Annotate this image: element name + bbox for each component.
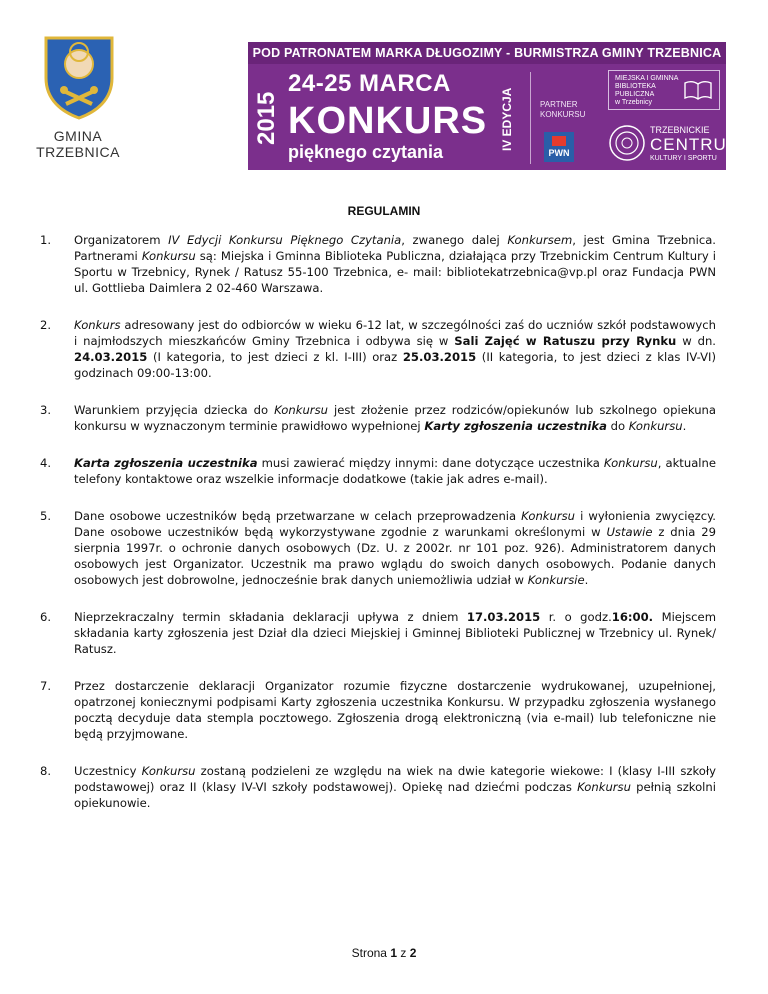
rule-number: 5. <box>40 509 52 523</box>
contest-banner <box>248 42 742 170</box>
page-footer: Strona 1 z 2 <box>351 946 417 960</box>
rule-text: i wyłonienia zwycięzcy. Dane osobowe uczestników będą wykorzystywane zgodnie z warunkami określonymi w <box>74 509 716 539</box>
edition-label: IV EDYCJA <box>500 87 514 151</box>
rule-text: 25.03.2015 <box>402 350 477 364</box>
year-label: 2015 <box>253 91 280 145</box>
patronage-text: POD PATRONATEM MARKA DŁUGOZIMY - BURMISTRZA GMINY TRZEBNICA <box>248 42 726 64</box>
rule-text: Konkursu <box>274 403 328 417</box>
rule-text: Konkursu <box>628 419 683 433</box>
rule-item <box>40 455 716 487</box>
rule-item <box>40 763 716 811</box>
rule-text: Konkursie <box>527 573 585 587</box>
book-icon <box>683 79 713 101</box>
rule-number: 8. <box>40 764 52 778</box>
rule-text: 24.03.2015 <box>74 350 148 364</box>
rule-text: Ustawie <box>606 525 653 539</box>
rule-text: . <box>584 573 589 587</box>
rule-text: Sali Zajęć w Ratuszu przy Rynku <box>454 334 677 348</box>
rule-number: 1. <box>40 233 52 247</box>
rule-item <box>40 609 716 657</box>
rule-item <box>40 678 716 742</box>
rule-text: Przez dostarczenie deklaracji Organizator rozumie fizyczne dostarczenie wydrukowanej, uzupełnionej, opatrzonej koniecznymi podpisami Karty zgłoszenia uczestnika Konkursu. W przypadku zgłoszenia wysłanego pocztą decyduje data stempla pocztowego. Zgłoszenia drogą elektroniczną (via e-mail) lub telefoniczne nie będą przyjmowane. <box>74 679 716 741</box>
rule-text: Uczestnicy <box>74 764 142 778</box>
contest-dates: 24-25 MARCA <box>288 70 451 97</box>
rule-number: 7. <box>40 679 52 693</box>
rule-item <box>40 508 716 588</box>
contest-subtitle: pięknego czytania <box>288 142 444 162</box>
rule-text: pełnią szkolni opiekunowie. <box>74 780 716 810</box>
contest-title: KONKURS <box>288 100 488 142</box>
rule-text: 16:00. <box>611 610 654 624</box>
rule-text: musi zawierać między innymi: dane dotyczące uczestnika <box>257 456 604 470</box>
rule-text: Konkursu <box>141 764 196 778</box>
rule-text: Dane osobowe uczestników będą przetwarzane w celach przeprowadzenia <box>74 509 522 523</box>
rule-text: jest złożenie przez rodziców/opiekunów lub szkolnego opiekuna konkursu w wyznaczonym terminie prawidłowo wypełnionej <box>74 403 716 433</box>
rule-text: Karta zgłoszenia uczestnika <box>74 456 258 470</box>
rule-text: , aktualne telefony kontaktowe oraz wszelkie informacje dodatkowe (takie jak adres e-mail). <box>74 456 717 486</box>
rule-text: , jest Gmina Trzebnica. Partnerami <box>74 233 716 263</box>
rule-text: Karty zgłoszenia uczestnika <box>424 419 607 433</box>
rule-text: Miejscem składania karty zgłoszenia jest Dział dla dzieci Miejskiej i Gminnej Biblioteki Publicznej w Trzebnicy ul. Rynek/ Ratusz. <box>74 610 716 656</box>
gmina-crest-logo <box>40 30 118 120</box>
rules-list <box>40 232 716 832</box>
rule-text: . <box>682 419 687 433</box>
rule-number: 4. <box>40 456 52 470</box>
rule-text: r. o godz. <box>540 610 612 624</box>
pwn-mark-icon <box>552 136 566 146</box>
rule-text: IV Edycji Konkursu Pięknego Czytania <box>168 233 402 247</box>
rule-text: 17.03.2015 <box>466 610 541 624</box>
rule-item <box>40 402 716 434</box>
culture-centre-emblem-icon <box>608 124 646 162</box>
rule-text: Konkurs <box>74 318 121 332</box>
pwn-logo: PWN <box>544 132 574 162</box>
rule-text: adresowany jest do odbiorców w wieku 6-12 lat, w szczególności zaś do uczniów szkół podstawowych i najmłodszych mieszkańców Gminy Trzebnica i odbywa się w <box>74 318 716 348</box>
rule-text: Konkursu <box>141 249 196 263</box>
divider <box>530 72 531 164</box>
partner-label: PARTNER KONKURSU <box>540 100 586 119</box>
rule-text: Nieprzekraczalny termin składania deklaracji upływa z dniem <box>74 610 467 624</box>
rule-number: 6. <box>40 610 52 624</box>
rule-text: Warunkiem przyjęcia dziecka do <box>74 403 275 417</box>
rule-text: Konkursu <box>577 780 631 794</box>
rule-text: Konkursu <box>521 509 576 523</box>
rule-item <box>40 317 716 381</box>
gmina-name: GMINA TRZEBNICA <box>36 128 120 160</box>
rule-text: , zwanego dalej <box>401 233 508 247</box>
rule-text: Konkursem <box>507 233 573 247</box>
rule-text: Konkursu <box>603 456 658 470</box>
rule-text: zostaną podzieleni ze względu na wiek na dwie kategorie wiekowe: I (klasy I-III szkoły podstawowej) oraz II (klasy IV-VI szkoły podstawowej). Opiekę nad dziećmi podczas <box>74 764 716 794</box>
library-logo: MIEJSKA I GMINNA BIBLIOTEKA PUBLICZNA w Trzebnicy <box>608 70 720 110</box>
rule-text: z dnia 29 sierpnia 1997r. o ochronie danych osobowych (Dz. U. z 2002r. nr 101 poz. 926). Administratorem danych osobowych jest Organizator. Uczestnik ma prawo wglądu do swoich danych osobowych. Podanie danych osobowych jest dobrowolne, jednocześnie brak danych uniemożliwia udział w <box>74 525 716 587</box>
rule-text: w dn. <box>676 334 716 348</box>
rule-text: do <box>606 419 629 433</box>
rule-text: (I kategoria, to jest dzieci z kl. I-III) oraz <box>147 350 403 364</box>
rule-number: 3. <box>40 403 52 417</box>
rule-number: 2. <box>40 318 52 332</box>
rule-text: Organizatorem <box>74 233 169 247</box>
culture-centre-logo: TRZEBNICKIE CENTRUM KULTURY I SPORTU <box>650 125 742 162</box>
rule-item <box>40 232 716 296</box>
document-title: REGULAMIN <box>347 204 421 218</box>
rule-text: (II kategoria, to jest dzieci z klas IV-VI) godzinach 09:00-13:00. <box>74 350 716 380</box>
rule-text: są: Miejska i Gminna Biblioteka Publiczna, działająca przy Trzebnickim Centrum Kultury i Sportu w Trzebnicy, Rynek / Ratusz 55-100 Trzebnica, e- mail: bibliotekatrzebnica@vp.pl oraz Fundacja PWN ul. Gottlieba Daimlera 2 02-460 Warszawa. <box>74 249 716 295</box>
